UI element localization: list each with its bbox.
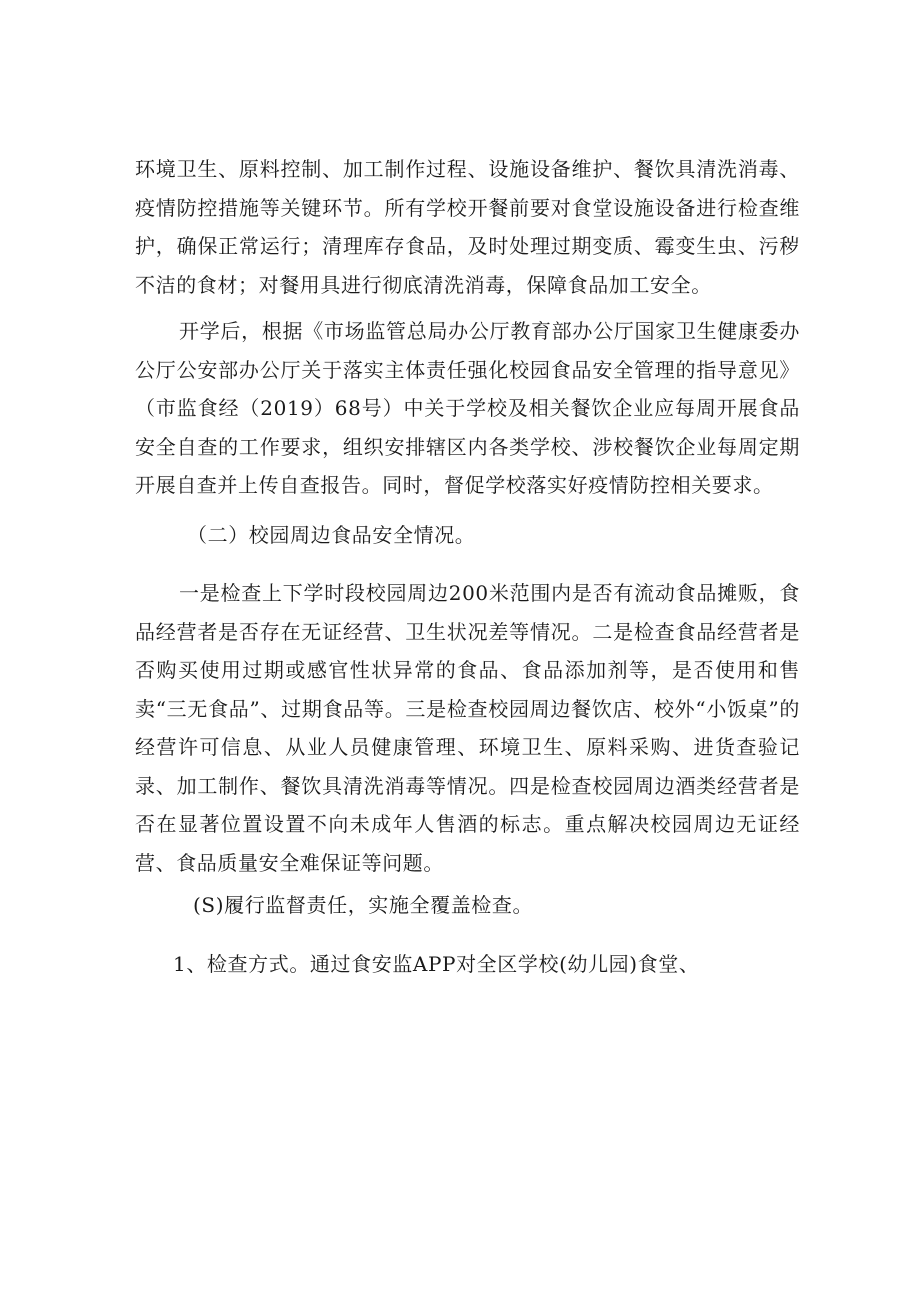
- section-heading-supervision: (S)履行监督责任，实施全覆盖检查。: [193, 893, 534, 917]
- list-item-inspection-method: 1、检查方式。通过食安监APP对全区学校(幼儿园)食堂、: [173, 951, 700, 976]
- document-body: [135, 150, 800, 1003]
- paragraph-surrounding-inspections: 一是检查上下学时段校园周边200米范围内是否有流动食品摊贩，食品经营者是否存在无证经营、卫生状况差等情况。二是检查食品经营者是否购买使用过期或感官性状异常的食品、食品添加剂等，是否使用和售卖“三无食品”、过期食品等。三是检查校园周边餐饮店、校外“小饭桌”的经营许可信息、从业人员健康管理、环境卫生、原料采购、进货查验记录、加工制作、餐饮具清洗消毒等情况。四是检查校园周边酒类经营者是否在显著位置设置不向未成年人售酒的标志。重点解决校园周边无证经营、食品质量安全难保证等问题。: [135, 581, 800, 875]
- section-heading-campus-surroundings: （二）校园周边食品安全情况。: [187, 522, 476, 547]
- paragraph-canteen-checks: 环境卫生、原料控制、加工制作过程、设施设备维护、餐饮具清洗消毒、疫情防控措施等关键环节。所有学校开餐前要对食堂设施设备进行检查维护，确保正常运行；清理库存食品，及时处理过期变质、霉变生虫、污秽不洁的食材；对餐用具进行彻底清洗消毒，保障食品加工安全。: [135, 157, 800, 297]
- paragraph-after-school-start: 开学后，根据《市场监管总局办公厅教育部办公厅国家卫生健康委办公厅公安部办公厅关于落实主体责任强化校园食品安全管理的指导意见》（市监食经（2019）68号）中关于学校及相关餐饮企业应每周开展食品安全自查的工作要求，组织安排辖区内各类学校、涉校餐饮企业每周定期开展自查并上传自查报告。同时，督促学校落实好疫情防控相关要求。: [135, 319, 800, 497]
